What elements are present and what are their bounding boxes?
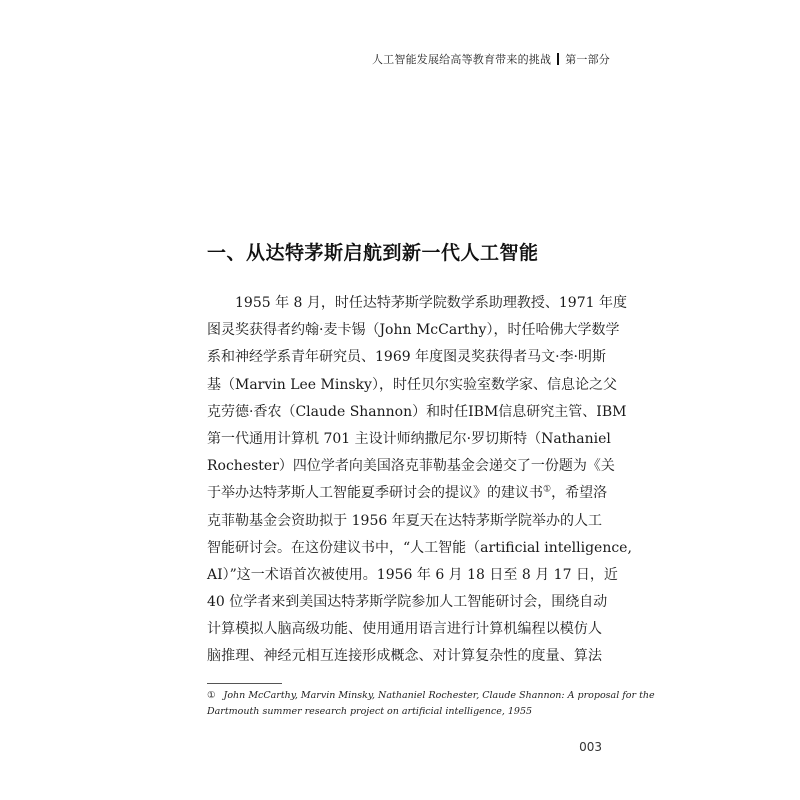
footnote-mark: ① (207, 690, 216, 701)
header-separator (557, 53, 559, 65)
body-line: 图灵奖获得者约翰·麦卡锡（John McCarthy），时任哈佛大学数学 (207, 322, 620, 339)
body-paragraph (207, 290, 632, 671)
part-label: 第一部分 (565, 53, 610, 66)
footnote-line (207, 688, 655, 704)
body-line-text: 于举办达特茅斯人工智能夏季研讨会的提议》的建议书 (207, 485, 543, 502)
chapter-title: 人工智能发展给高等教育带来的挑战 (371, 53, 552, 66)
body-line: 克菲勒基金会资助拟于 1956 年夏天在达特茅斯学院举办的人工 (207, 512, 602, 529)
section-heading: 一、从达特茅斯启航到新一代人工智能 (207, 242, 539, 264)
body-line: 智能研讨会。在这份建议书中，“人工智能（artificial intelligence, (207, 539, 632, 556)
body-line: 第一代通用计算机 701 主设计师纳撒尼尔·罗切斯特（Nathaniel (207, 430, 611, 447)
body-line: Rochester）四位学者向美国洛克菲勒基金会递交了一份题为《关 (207, 458, 615, 475)
body-line-with-footnote (207, 480, 608, 507)
body-line: AI）”这一术语首次被使用。1956 年 6 月 18 日至 8 月 17 日，近 (207, 566, 618, 583)
footnote-text: John McCarthy, Marvin Minsky, Nathaniel Rochester, Claude Shannon: A proposal for the (223, 690, 655, 701)
body-line: 脑推理、神经元相互连接形成概念、对计算复杂性的度量、算法 (207, 648, 602, 665)
body-line: 1955 年 8 月，时任达特茅斯学院数学系助理教授、1971 年度 (235, 295, 627, 311)
body-line: 40 位学者来到美国达特茅斯学院参加人工智能研讨会，围绕自动 (207, 594, 608, 611)
body-line: 系和神经学系青年研究员、1969 年度图灵奖获得者马文·李·明斯 (207, 349, 606, 366)
footnote-reference[interactable]: ① (543, 484, 552, 495)
running-header (372, 51, 610, 67)
footnote (207, 688, 655, 720)
footnote-divider (207, 683, 282, 684)
body-line: 克劳德·香农（Claude Shannon）和时任IBM信息研究主管、IBM (207, 403, 627, 420)
footnote-line (207, 704, 602, 720)
page-number: 003 (579, 740, 602, 754)
body-line: 基（Marvin Lee Minsky），时任贝尔实验室数学家、信息论之父 (207, 376, 617, 393)
body-line-tail: ，希望洛 (551, 485, 608, 502)
body-line: 计算模拟人脑高级功能、使用通用语言进行计算机编程以模仿人 (207, 621, 602, 638)
footnote-text: Dartmouth summer research project on artificial intelligence, 1955 (207, 706, 533, 717)
